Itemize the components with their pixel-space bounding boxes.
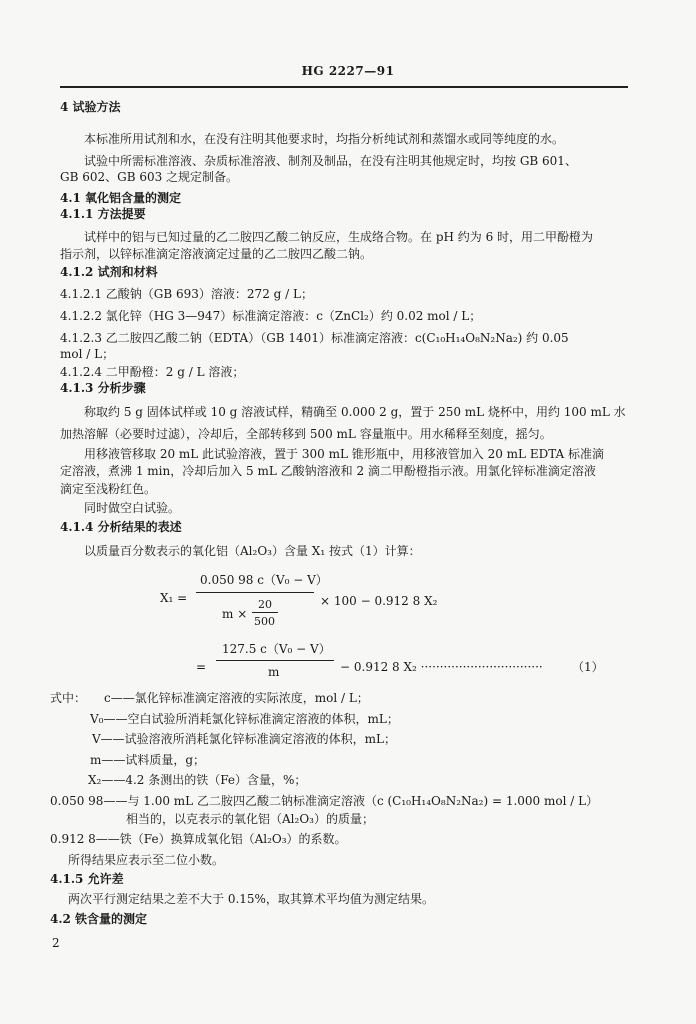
- def-m: m——试料质量，g；: [90, 753, 206, 767]
- page-number: 2: [52, 936, 60, 950]
- formula-1-inner-bar: [252, 612, 278, 613]
- formula-1-fraction-bar: [196, 592, 314, 593]
- section-4-1-1-para-2: 指示剂，以锌标准滴定溶液滴定过量的乙二胺四乙酸二钠。: [60, 247, 373, 261]
- formula-1-numerator: 0.050 98 c（V₀ − V）: [200, 573, 328, 587]
- procedure-para-1a: 称取约 5 g 固体试样或 10 g 溶液试样，精确至 0.000 2 g，置于 250 mL 烧杯中，用约 100 mL 水: [84, 405, 626, 419]
- reagent-item-2: 4.1.2.2 氯化锌（HG 3—947）标准滴定溶液：c（ZnCl₂）约 0.02 mol / L；: [60, 309, 482, 323]
- formula-1-denominator-m: m ×: [222, 607, 248, 621]
- formula-intro: 以质量百分数表示的氧化铝（Al₂O₃）含量 X₁ 按式（1）计算：: [84, 544, 421, 558]
- header-rule: [60, 86, 628, 88]
- formula-1-inner-numerator: 20: [258, 598, 272, 611]
- formula-2-numerator: 127.5 c（V₀ − V）: [222, 642, 331, 656]
- section-4-1-title: 4.1 氧化铝含量的测定: [60, 191, 182, 205]
- procedure-para-3: 同时做空白试验。: [84, 501, 181, 515]
- section-4-2-title: 4.2 铁含量的测定: [50, 912, 148, 926]
- reagent-item-3a: 4.1.2.3 乙二胺四乙酸二钠（EDTA）（GB 1401）标准滴定溶液：c(C₁₀H₁₄O₈N₂Na₂) 约 0.05: [60, 331, 569, 345]
- def-v: V——试验溶液所消耗氯化锌标准滴定溶液的体积，mL；: [92, 732, 397, 746]
- procedure-para-2a: 用移液管移取 20 mL 此试验溶液，置于 300 mL 锥形瓶中，用移液管加入 20 mL EDTA 标准滴: [84, 447, 605, 461]
- def-coefficient-1b: 相当的，以克表示的氧化铝（Al₂O₃）的质量；: [126, 812, 374, 826]
- section-4-title: 4 试验方法: [60, 100, 121, 114]
- formula-1-inner-denominator: 500: [254, 615, 275, 628]
- section-4-1-2-title: 4.1.2 试剂和材料: [60, 265, 158, 279]
- def-c: c——氯化锌标准滴定溶液的实际浓度，mol / L；: [104, 691, 369, 705]
- section-4-1-4-title: 4.1.4 分析结果的表述: [60, 520, 182, 534]
- section-4-para-2a: 试验中所需标准溶液、杂质标准溶液、制剂及制品，在没有注明其他规定时，均按 GB 601、: [84, 154, 577, 168]
- formula-2-fraction-bar: [216, 660, 334, 661]
- equation-number: （1）: [572, 660, 604, 674]
- result-precision-note: 所得结果应表示至二位小数。: [68, 853, 225, 867]
- section-4-1-1-title: 4.1.1 方法提要: [60, 207, 146, 221]
- formula-2-equals: =: [196, 660, 207, 674]
- where-label: 式中：: [50, 691, 87, 705]
- formula-x1-lhs: X₁ =: [160, 591, 188, 605]
- formula-2-denominator: m: [268, 665, 280, 679]
- section-4-para-1: 本标准所用试剂和水，在没有注明其他要求时，均指分析纯试剂和蒸馏水或同等纯度的水。: [84, 132, 565, 146]
- def-coefficient-1a: 0.050 98——与 1.00 mL 乙二胺四乙酸二钠标准滴定溶液（c (C₁₀H₁₄O₈N₂Na₂) = 1.000 mol / L）: [50, 794, 599, 808]
- formula-1-tail: × 100 − 0.912 8 X₂: [320, 594, 438, 608]
- reagent-item-1: 4.1.2.1 乙酸钠（GB 693）溶液：272 g / L；: [60, 287, 313, 301]
- reagent-item-4: 4.1.2.4 二甲酚橙：2 g / L 溶液；: [60, 365, 245, 379]
- procedure-para-2b: 定溶液，煮沸 1 min，冷却后加入 5 mL 乙酸钠溶液和 2 滴二甲酚橙指示液。用氯化锌标准滴定溶液: [60, 464, 596, 478]
- section-4-para-2b: GB 602、GB 603 之规定制备。: [60, 170, 239, 184]
- procedure-para-2c: 滴定至浅粉红色。: [60, 482, 157, 496]
- section-4-1-1-para-1: 试样中的铝与已知过量的乙二胺四乙酸二钠反应，生成络合物。在 pH 约为 6 时，用二甲酚橙为: [84, 230, 594, 244]
- section-4-1-3-title: 4.1.3 分析步骤: [60, 381, 146, 395]
- standard-code-header: HG 2227—91: [301, 64, 395, 78]
- def-v0: V₀——空白试验所消耗氯化锌标准滴定溶液的体积，mL；: [90, 712, 399, 726]
- reagent-item-3b: mol / L；: [60, 347, 115, 361]
- def-coefficient-2: 0.912 8——铁（Fe）换算成氧化铝（Al₂O₃）的系数。: [50, 832, 347, 846]
- def-x2: X₂——4.2 条测出的铁（Fe）含量，%；: [88, 773, 307, 787]
- procedure-para-1b: 加热溶解（必要时过滤），冷却后，全部转移到 500 mL 容量瓶中。用水稀释至刻度，摇匀。: [60, 427, 552, 441]
- formula-2-tail: − 0.912 8 X₂ ································: [340, 660, 543, 674]
- section-4-1-5-title: 4.1.5 允许差: [50, 872, 124, 886]
- tolerance-para: 两次平行测定结果之差不大于 0.15%，取其算术平均值为测定结果。: [68, 892, 434, 906]
